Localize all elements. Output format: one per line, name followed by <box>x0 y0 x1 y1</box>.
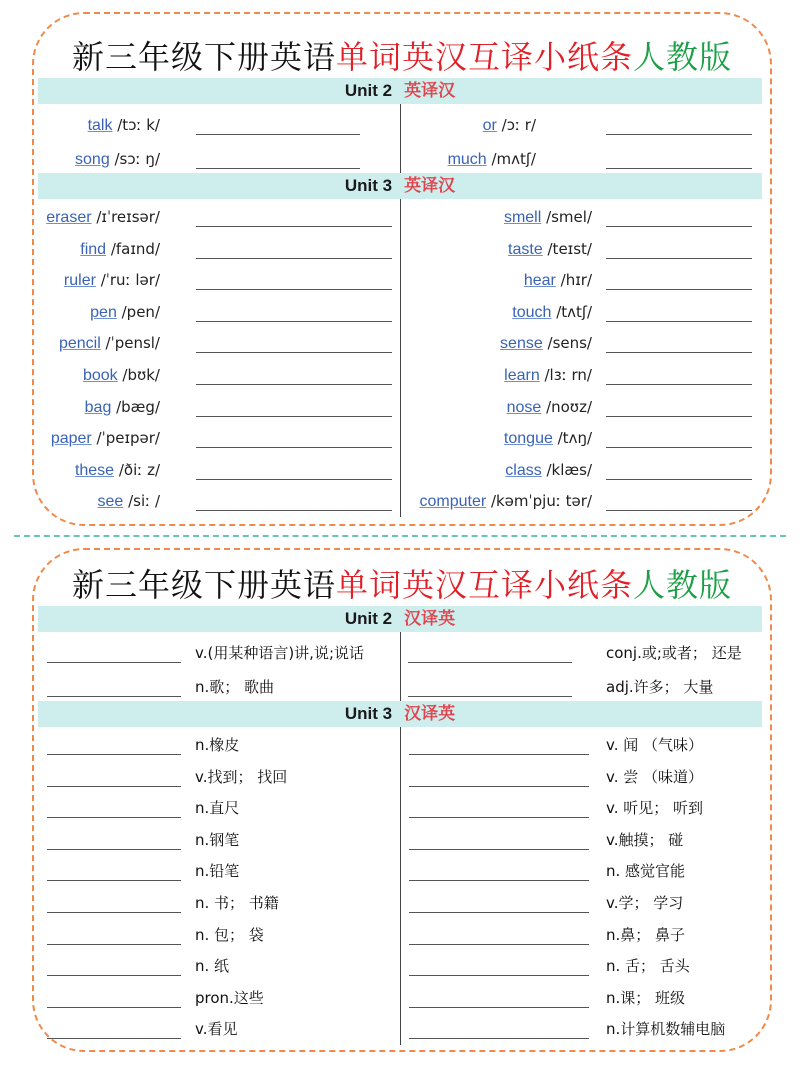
phonetic: /lɜː rn/ <box>539 366 592 384</box>
answer-line[interactable] <box>47 880 181 881</box>
chinese-meaning: n.课； 班级 <box>606 988 686 1007</box>
column-divider <box>400 104 401 173</box>
english-word: taste <box>508 240 543 258</box>
phonetic: /sɔː ŋ/ <box>109 150 160 168</box>
answer-line[interactable] <box>409 975 589 976</box>
answer-line[interactable] <box>47 1038 181 1039</box>
vocab-word-row <box>505 457 592 483</box>
unit-band-s2-u3: Unit 3 汉译英 <box>38 701 762 727</box>
vocab-word-row <box>75 146 160 172</box>
vocab-word-row <box>98 488 160 514</box>
english-word: see <box>97 493 124 511</box>
answer-line[interactable] <box>196 134 360 135</box>
vocab-word-row <box>508 236 592 262</box>
vocab-word-row <box>512 299 592 325</box>
english-word: pencil <box>58 335 101 353</box>
english-word: tongue <box>503 430 553 448</box>
english-word: ruler <box>63 272 96 290</box>
vocab-word-row <box>88 112 160 138</box>
answer-line[interactable] <box>196 510 392 511</box>
answer-line[interactable] <box>47 662 181 663</box>
phonetic: /mʌtʃ/ <box>486 150 536 168</box>
phonetic: /smel/ <box>541 208 592 226</box>
column-divider <box>400 632 401 701</box>
english-word: talk <box>87 117 113 134</box>
answer-line[interactable] <box>196 258 392 259</box>
chinese-meaning: v.(用某种语言)讲,说;说话 <box>195 644 365 662</box>
phonetic: /kəmˈpjuː tər/ <box>486 492 592 511</box>
phonetic: /teɪst/ <box>542 239 592 258</box>
english-word: bag <box>84 398 112 416</box>
vocab-word-row <box>500 330 592 356</box>
answer-line[interactable] <box>47 696 181 697</box>
chinese-meaning: v.触摸； 碰 <box>606 830 684 849</box>
english-word: paper <box>50 430 92 448</box>
phonetic: /bæg/ <box>111 397 160 416</box>
phonetic: /pen/ <box>116 302 160 321</box>
answer-line[interactable] <box>409 944 589 945</box>
english-word: eraser <box>46 209 92 226</box>
chinese-meaning: n. 包； 袋 <box>195 925 264 944</box>
answer-line[interactable] <box>606 479 752 480</box>
answer-line[interactable] <box>47 754 181 755</box>
answer-line[interactable] <box>606 289 752 290</box>
answer-line[interactable] <box>408 662 572 663</box>
phonetic: /tɔː k/ <box>112 116 160 134</box>
answer-line[interactable] <box>409 912 589 913</box>
chinese-meaning: n.钢笔 <box>195 830 240 849</box>
answer-line[interactable] <box>409 880 589 881</box>
chinese-meaning: n. 书； 书籍 <box>195 894 279 912</box>
vocab-word-row <box>483 112 536 138</box>
chinese-meaning: v.学； 学习 <box>606 894 684 912</box>
english-word: much <box>447 151 487 168</box>
vocab-word-row <box>504 204 592 230</box>
answer-line[interactable] <box>606 384 752 385</box>
answer-line[interactable] <box>606 321 752 322</box>
phonetic: /sens/ <box>542 334 592 353</box>
chinese-meaning: v. 闻 （气味） <box>606 736 704 754</box>
column-divider <box>400 199 401 517</box>
chinese-meaning: n. 感觉官能 <box>606 862 686 881</box>
vocab-word-row <box>85 394 160 420</box>
chinese-meaning: v.看见 <box>195 1020 238 1039</box>
answer-line[interactable] <box>47 1007 181 1008</box>
chinese-meaning: v.找到； 找回 <box>195 767 288 786</box>
column-divider <box>400 727 401 1045</box>
english-word: song <box>75 151 110 168</box>
answer-line[interactable] <box>196 226 392 227</box>
chinese-meaning: n.直尺 <box>195 799 240 818</box>
unit-band-s1-u2: Unit 2 英译汉 <box>38 78 762 104</box>
phonetic: /ˈpeɪpər/ <box>91 429 160 448</box>
chinese-meaning: n.橡皮 <box>195 736 240 754</box>
answer-line[interactable] <box>606 416 752 417</box>
english-word: pen <box>90 303 117 321</box>
answer-line[interactable] <box>47 944 181 945</box>
english-word: learn <box>504 367 540 384</box>
phonetic: /ðiː z/ <box>114 460 160 479</box>
card-title: 新三年级下册英语单词英汉互译小纸条人教版 <box>71 38 733 76</box>
answer-line[interactable] <box>606 352 752 353</box>
answer-line[interactable] <box>409 849 589 850</box>
vocab-word-row <box>524 267 592 293</box>
english-word: class <box>505 461 542 479</box>
chinese-meaning: adj.许多； 大量 <box>606 678 714 696</box>
chinese-meaning: pron.这些 <box>195 988 264 1007</box>
vocab-word-row <box>51 425 160 451</box>
answer-line[interactable] <box>47 849 181 850</box>
answer-line[interactable] <box>606 447 752 448</box>
section-divider <box>14 535 786 537</box>
phonetic: /ˈruː lər/ <box>95 271 160 290</box>
answer-line[interactable] <box>606 134 752 135</box>
phonetic: /ɪˈreɪsər/ <box>91 208 160 226</box>
vocab-word-row <box>75 457 160 483</box>
vocab-word-row <box>64 267 160 293</box>
chinese-meaning: n.歌； 歌曲 <box>195 678 275 696</box>
answer-line[interactable] <box>409 1007 589 1008</box>
answer-line[interactable] <box>409 754 589 755</box>
phonetic: /faɪnd/ <box>106 239 160 258</box>
vocab-word-row <box>448 146 536 172</box>
english-word: or <box>482 117 497 134</box>
card-title: 新三年级下册英语单词英汉互译小纸条人教版 <box>71 566 733 604</box>
english-word: these <box>74 461 115 479</box>
vocab-word-row <box>504 362 592 388</box>
phonetic: /bʊk/ <box>117 366 160 384</box>
chinese-meaning: conj.或;或者； 还是 <box>606 644 742 662</box>
chinese-meaning: n.鼻； 鼻子 <box>606 925 686 944</box>
vocab-word-row <box>419 488 592 514</box>
answer-line[interactable] <box>196 479 392 480</box>
answer-line[interactable] <box>409 1038 589 1039</box>
phonetic: /tʌtʃ/ <box>551 302 592 321</box>
answer-line[interactable] <box>47 817 181 818</box>
phonetic: /hɪr/ <box>555 271 592 290</box>
english-word: nose <box>506 398 542 416</box>
answer-line[interactable] <box>606 258 752 259</box>
vocab-word-row <box>504 425 592 451</box>
phonetic: /siː / <box>123 492 160 511</box>
answer-line[interactable] <box>196 447 392 448</box>
english-word: sense <box>500 335 543 353</box>
vocab-word-row <box>46 204 160 230</box>
unit-band-s1-u3: Unit 3 英译汉 <box>38 173 762 199</box>
answer-line[interactable] <box>47 975 181 976</box>
english-word: hear <box>523 272 556 290</box>
vocab-word-row <box>507 394 592 420</box>
chinese-meaning: v. 听见； 听到 <box>606 799 704 818</box>
answer-line[interactable] <box>196 384 392 385</box>
english-word: computer <box>419 493 487 511</box>
unit-band-s2-u2: Unit 2 汉译英 <box>38 606 762 632</box>
answer-line[interactable] <box>408 696 572 697</box>
answer-line[interactable] <box>47 786 181 787</box>
vocab-word-row <box>83 362 160 388</box>
answer-line[interactable] <box>196 352 392 353</box>
english-word: find <box>80 240 107 258</box>
phonetic: /klæs/ <box>541 460 592 479</box>
phonetic: /tʌŋ/ <box>552 429 592 448</box>
chinese-meaning: v. 尝 （味道） <box>606 767 704 786</box>
answer-line[interactable] <box>606 168 752 169</box>
chinese-meaning: n. 纸 <box>195 957 230 976</box>
answer-line[interactable] <box>47 912 181 913</box>
chinese-meaning: n.计算机数辅电脑 <box>606 1020 726 1039</box>
phonetic: /ˈpensl/ <box>100 334 160 353</box>
answer-line[interactable] <box>196 289 392 290</box>
chinese-meaning: n. 舌； 舌头 <box>606 957 690 976</box>
phonetic: /ɔː r/ <box>496 116 536 134</box>
answer-line[interactable] <box>196 168 360 169</box>
answer-line[interactable] <box>409 817 589 818</box>
answer-line[interactable] <box>196 416 392 417</box>
english-word: book <box>82 367 118 384</box>
chinese-meaning: n.铅笔 <box>195 862 240 881</box>
vocab-word-row <box>90 299 160 325</box>
answer-line[interactable] <box>606 510 752 511</box>
answer-line[interactable] <box>606 226 752 227</box>
vocab-word-row <box>59 330 160 356</box>
english-word: smell <box>503 209 542 226</box>
english-word: touch <box>512 303 552 321</box>
answer-line[interactable] <box>409 786 589 787</box>
phonetic: /noʊz/ <box>541 397 592 416</box>
vocab-word-row <box>80 236 160 262</box>
answer-line[interactable] <box>196 321 392 322</box>
